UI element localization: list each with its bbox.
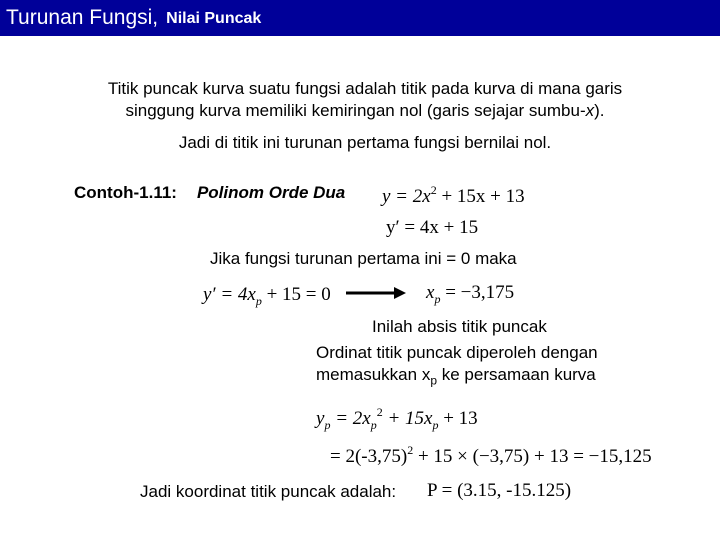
- example-label: Contoh-1.11: Polinom Orde Dua: [74, 183, 346, 202]
- absis-note: Inilah absis titik puncak: [372, 317, 547, 336]
- slide-title: Turunan Fungsi,: [6, 6, 159, 29]
- title-bar: [0, 0, 720, 36]
- conclusion-text: Jadi koordinat titik puncak adalah:: [140, 482, 397, 501]
- xp-value-equation: $x_p = -3,175$: [426, 282, 515, 306]
- substitution-note: memasukkan $x_p$ ke persamaan kurva: [316, 365, 596, 388]
- intro-paragraph: [60, 78, 670, 122]
- peak-point-value: P = (3.15, -15.125): [427, 480, 572, 501]
- implies-arrow-icon: [346, 286, 406, 300]
- yp-equation-2: = $2(-3,75)^2 + 15 \times (-3,75) + 13 = -15,125$: [330, 443, 652, 467]
- slide-subtitle: Nilai Puncak: [166, 10, 262, 27]
- function-equation: $y = 2x^2 + 15x + 13$: [382, 183, 525, 207]
- ordinat-note: Ordinat titik puncak diperoleh dengan: [316, 343, 598, 362]
- yp-equation-1: $y_p = 2x_p^2 + 15x_p + 13$: [316, 405, 478, 432]
- condition-text: Jika fungsi turunan pertama ini = 0 maka: [210, 249, 517, 268]
- intro-line-2: singgung kurva memiliki kemiringan nol (garis sejajar sumbu-x).: [125, 101, 605, 120]
- statement-text: Jadi di titik ini turunan pertama fungsi bernilai nol.: [178, 133, 552, 152]
- derivative-zero-equation: $y' = 4x_p + 15 = 0$: [203, 284, 331, 308]
- example-name: Polinom Orde Dua: [196, 183, 346, 202]
- intro-line-1: Titik puncak kurva suatu fungsi adalah titik pada kurva di mana garis: [107, 79, 623, 98]
- derivative-equation: y′ = 4x + 15: [386, 217, 479, 238]
